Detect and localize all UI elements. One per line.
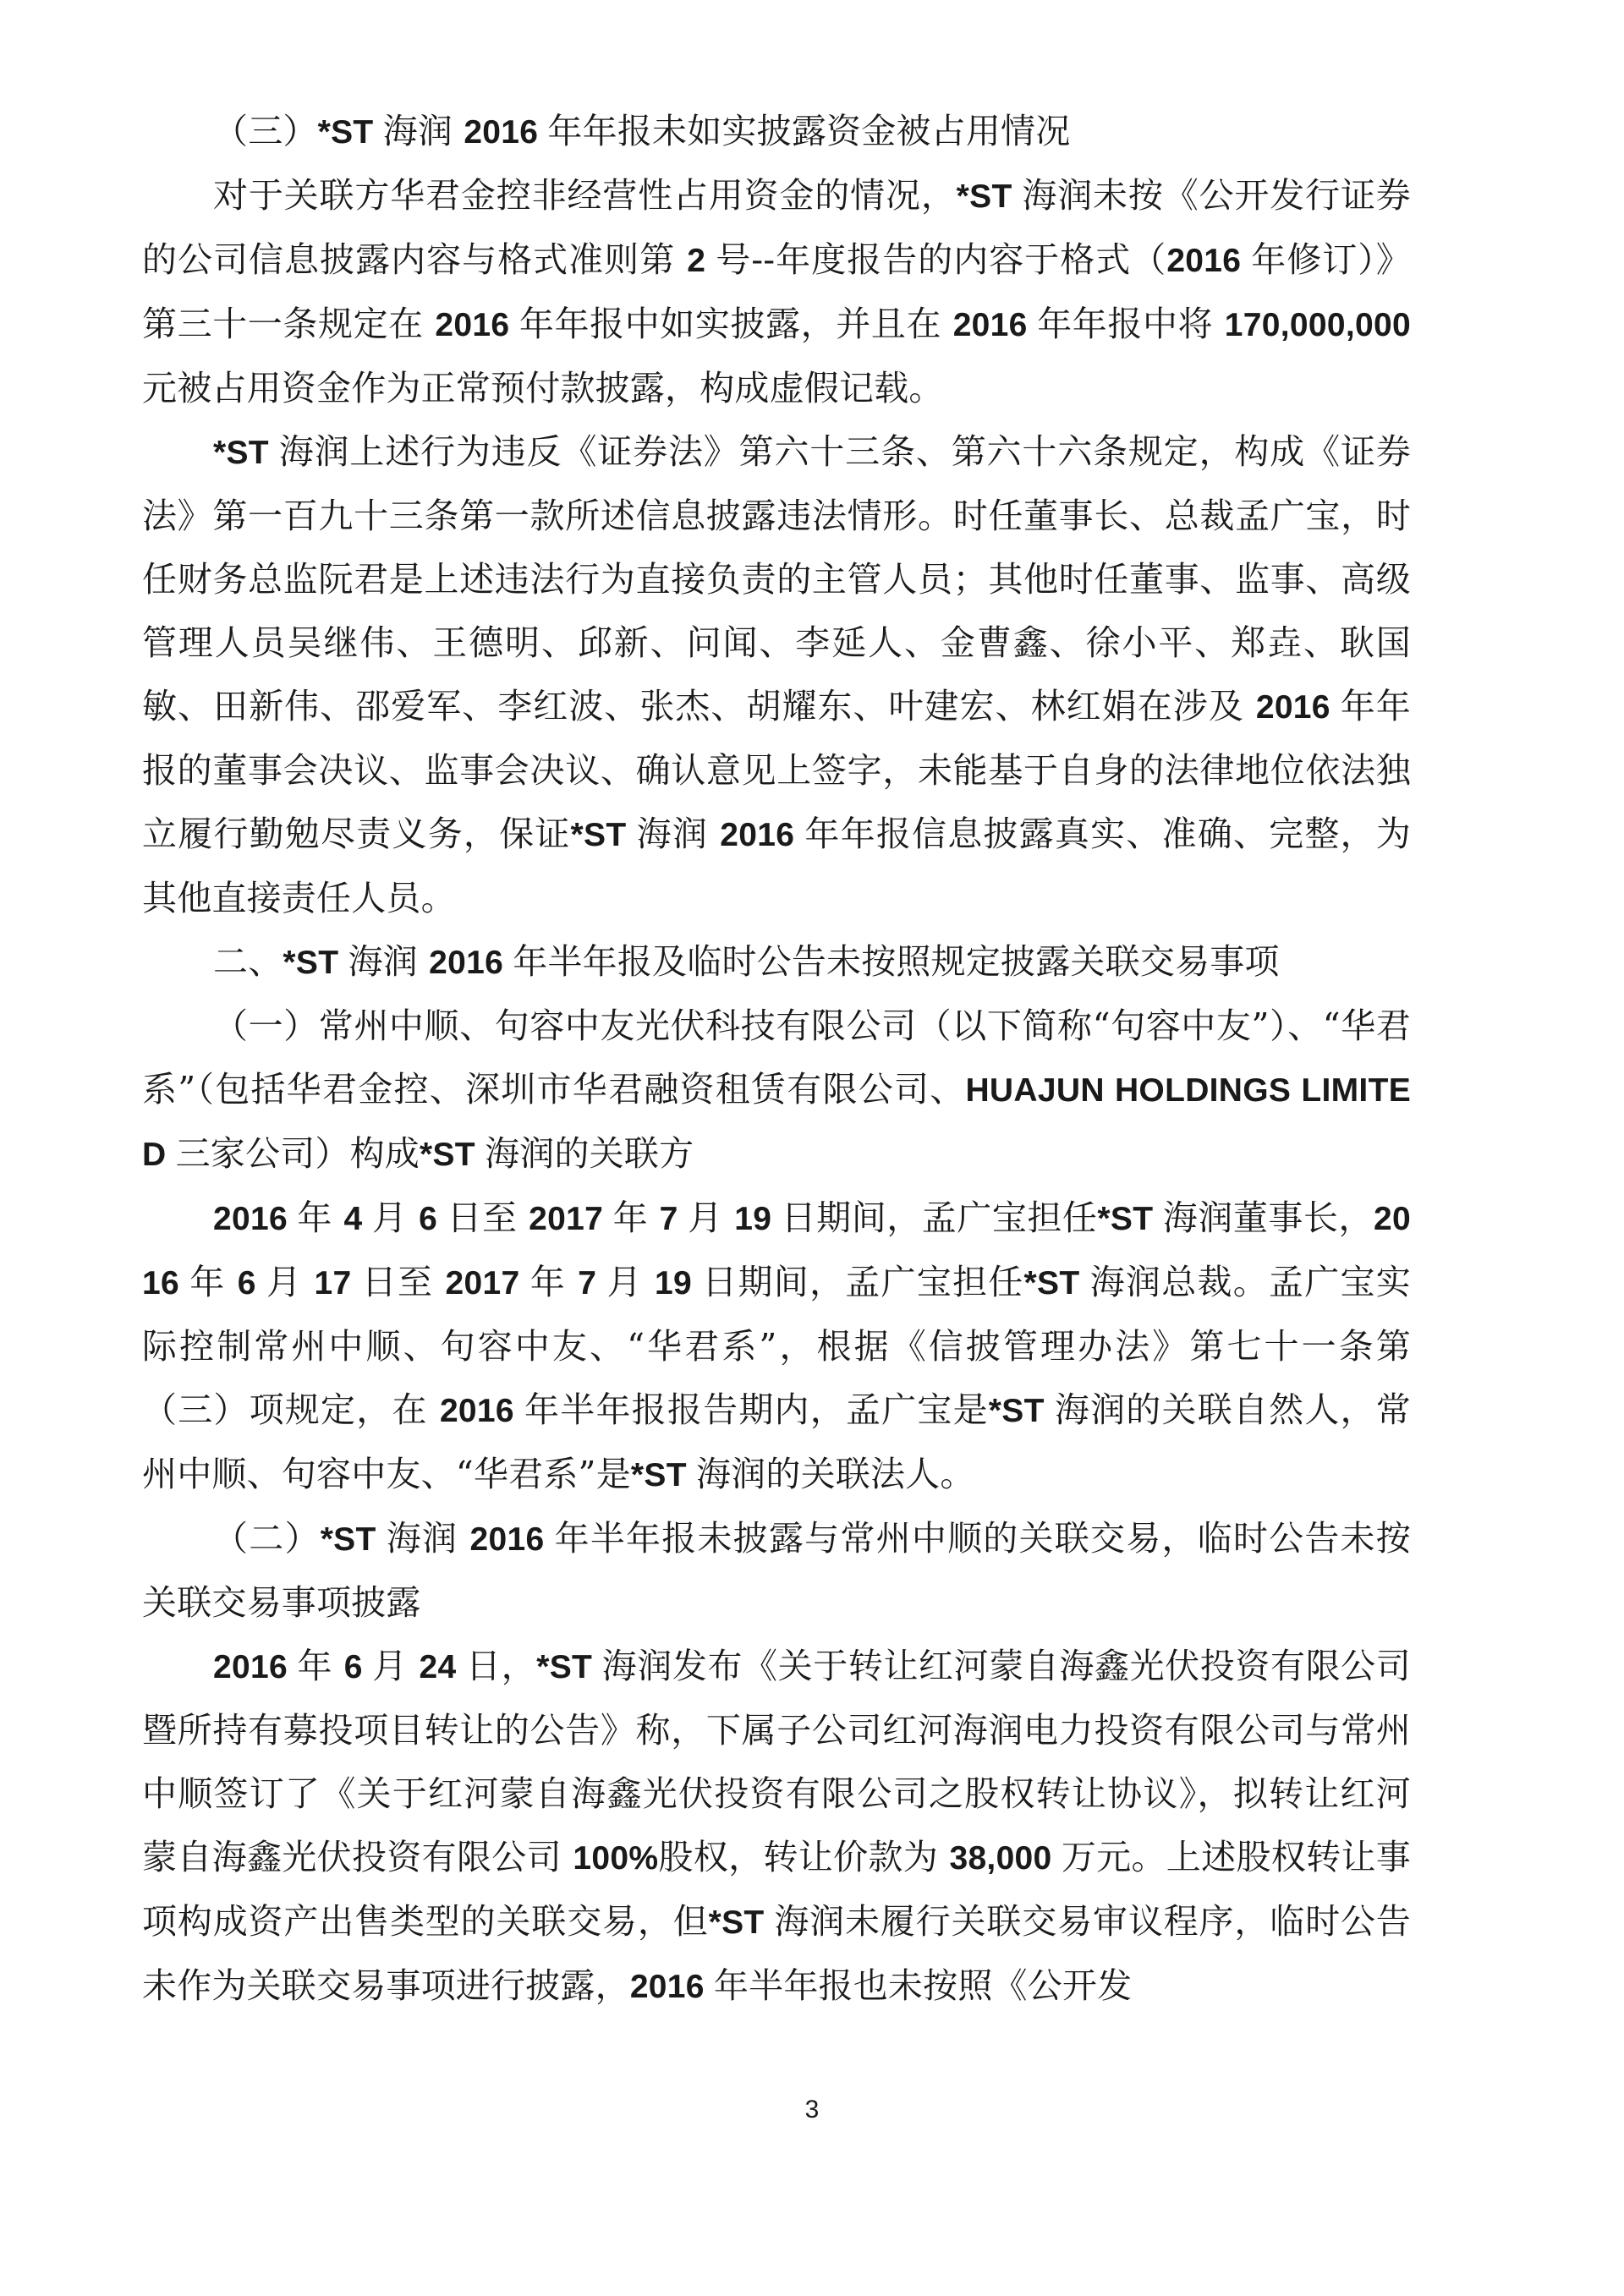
latin-run: 2016 (720, 817, 805, 853)
latin-run: 2016 (469, 1521, 555, 1558)
latin-run: 2016 (629, 1969, 714, 2005)
cjk-run: （二） (213, 1518, 321, 1559)
latin-run: 2016 (1255, 689, 1341, 726)
latin-run: 19 (655, 1265, 703, 1301)
latin-run: 2016 (435, 307, 519, 343)
cjk-run: 海润 (348, 941, 430, 982)
cjk-run: 海润未履行关联交易审议程序，临时公告未作为关联交易事项进行披露， (142, 1901, 1411, 2006)
cjk-run: 对于关联方华君金控非经营性占用资金的情况， (213, 175, 957, 216)
section-heading (142, 930, 1411, 995)
cjk-run: 月 (372, 1646, 420, 1686)
cjk-run: 年 (297, 1646, 344, 1686)
document-body (142, 100, 1411, 2019)
cjk-run: 月 (606, 1262, 655, 1302)
page-number: 3 (804, 2096, 820, 2123)
latin-run: 2017 (529, 1201, 613, 1237)
cjk-run: 年 (529, 1262, 579, 1302)
latin-run: 2016 (439, 1393, 525, 1429)
body-paragraph (142, 420, 1411, 930)
cjk-run: 海润未按《公开发行证券的公司信息披露内容与格式准则第 (142, 175, 1411, 280)
cjk-run: 年 (612, 1197, 660, 1238)
cjk-run: 海润的关联自然人，常州中顺、句容中友、“华君系”是 (142, 1389, 1411, 1494)
latin-run: *ST (420, 1137, 486, 1173)
latin-run: 2016 (142, 1201, 1411, 1301)
cjk-run: 月 (688, 1197, 735, 1238)
cjk-run: 三家公司）构成 (175, 1133, 420, 1174)
cjk-run: 年半年报也未按照《公开发 (713, 1965, 1133, 2006)
cjk-run: 日， (466, 1646, 537, 1686)
cjk-run: 万元。上述股权转让事项构成资产出售类型的关联交易，但 (142, 1837, 1411, 1942)
latin-run: 24 (419, 1649, 467, 1685)
latin-run: *ST (630, 1457, 696, 1493)
latin-run: 2017 (445, 1265, 530, 1301)
latin-run: HUAJUN HOLDINGS LIMITED (142, 1072, 1412, 1173)
latin-run: *ST (536, 1649, 602, 1685)
cjk-run: 年半年报报告期内，孟广宝是 (524, 1389, 989, 1430)
latin-run: 7 (578, 1265, 607, 1301)
cjk-run: 年半年报未披露与常州中顺的关联交易，临时公告未按关联交易事项披露 (142, 1518, 1411, 1623)
latin-run: 2016 (952, 307, 1038, 343)
section-heading (142, 1507, 1411, 1635)
cjk-run: （一）常州中顺、句容中友光伏科技有限公司（以下简称“句容中友”）、“华君系”（包括华君金控、深圳市华君融资租赁有限公司、 (142, 1006, 1411, 1110)
latin-run: 2016 (464, 114, 548, 151)
cjk-run: 日至 (447, 1197, 529, 1238)
cjk-run: 日期间，孟广宝担任 (702, 1262, 1024, 1302)
section-heading (142, 995, 1411, 1186)
latin-run: *ST (1023, 1265, 1090, 1301)
cjk-run: 二、 (213, 941, 283, 982)
cjk-run: 海润 (636, 814, 721, 854)
latin-run: 2016 (429, 945, 513, 981)
latin-run: *ST (320, 1521, 387, 1558)
cjk-run: 海润发布《关于转让红河蒙自海鑫光伏投资有限公司暨所持有募投项目转让的公告》称，下属子公司红河海润电力投资有限公司与常州中顺签订了《关于红河蒙自海鑫光伏投资有限公司之股权转让协议》，拟转让红河蒙自海鑫光伏投资有限公司 (142, 1646, 1411, 1877)
latin-run: *ST (708, 1904, 775, 1941)
cjk-run: 月 (266, 1262, 315, 1302)
latin-run: 17 (314, 1265, 362, 1301)
cjk-run: 月 (371, 1197, 420, 1238)
latin-run: 6 (419, 1201, 447, 1237)
cjk-run: 日至 (361, 1262, 446, 1302)
cjk-run: 年年报信息披露真实、准确、完整，为其他直接责任人员。 (142, 814, 1411, 918)
body-paragraph (142, 1186, 1411, 1507)
section-heading (142, 100, 1411, 164)
latin-run: 4 (343, 1201, 372, 1237)
cjk-run: 年修订）》第三十一条规定在 (142, 239, 1411, 344)
latin-run: *ST (956, 178, 1023, 215)
latin-run: 6 (343, 1649, 373, 1685)
cjk-run: 年半年报及临时公告未按照规定披露关联交易事项 (513, 941, 1280, 982)
cjk-run: （三） (213, 111, 318, 151)
latin-run: *ST (570, 817, 637, 853)
cjk-run: 年 (297, 1197, 344, 1238)
cjk-run: 年年报的董事会决议、监事会决议、确认意见上签字，未能基于自身的法律地位依法独立履行勤勉尽责义务，保证 (142, 686, 1411, 854)
latin-run: 2016 (213, 1649, 298, 1685)
cjk-run: 号--年度报告的内容于格式（ (716, 239, 1167, 280)
latin-run: 38,000 (949, 1840, 1062, 1877)
latin-run: 2016 (1166, 243, 1252, 279)
cjk-run: 海润的关联方 (485, 1133, 694, 1174)
latin-run: *ST (317, 114, 383, 151)
latin-run: 19 (734, 1201, 782, 1237)
latin-run: 7 (659, 1201, 689, 1237)
cjk-run: 年 (189, 1262, 238, 1302)
latin-run: 2 (687, 243, 716, 279)
cjk-run: 海润 (382, 111, 464, 151)
latin-run: 6 (237, 1265, 266, 1301)
latin-run: *ST (1097, 1201, 1163, 1237)
cjk-run: 元被占用资金作为正常预付款披露，构成虚假记载。 (142, 368, 944, 408)
latin-run: 2016 (213, 1201, 298, 1237)
cjk-run: 日期间，孟广宝担任 (781, 1197, 1098, 1238)
cjk-run: 海润董事长， (1162, 1197, 1374, 1238)
cjk-run: 海润总裁。孟广宝实际控制常州中顺、句容中友、“华君系”，根据《信披管理办法》第七十一条第（三）项规定，在 (142, 1262, 1411, 1430)
latin-run: *ST (988, 1393, 1055, 1429)
latin-run: 100% (573, 1840, 659, 1877)
body-paragraph (142, 164, 1411, 420)
cjk-run: 年年报未如实披露资金被占用情况 (547, 111, 1071, 151)
cjk-run: 海润 (386, 1518, 470, 1559)
cjk-run: 海润上述行为违反《证券法》第六十三条、第六十六条规定，构成《证券法》第一百九十三条第一款所述信息披露违法情形。时任董事长、总裁孟广宝，时任财务总监阮君是上述违法行为直接负责的主管人员；其他时任董事、监事、高级管理人员吴继伟、王德明、邱新、问闻、李延人、金曹鑫、徐小平、郑垚、耿国敏、田新伟、邵爱军、李红波、张杰、胡耀东、叶建宏、林红娟在涉及 (142, 431, 1411, 726)
cjk-run: 年年报中如实披露，并且在 (518, 304, 953, 344)
body-paragraph (142, 1635, 1411, 2019)
cjk-run: 年年报中将 (1037, 304, 1225, 344)
latin-run: *ST (283, 945, 348, 981)
cjk-run: 股权，转让价款为 (658, 1837, 950, 1877)
cjk-run: 海润的关联法人。 (695, 1454, 975, 1494)
latin-run: 170,000,000 (1224, 307, 1411, 343)
latin-run: *ST (213, 435, 279, 471)
